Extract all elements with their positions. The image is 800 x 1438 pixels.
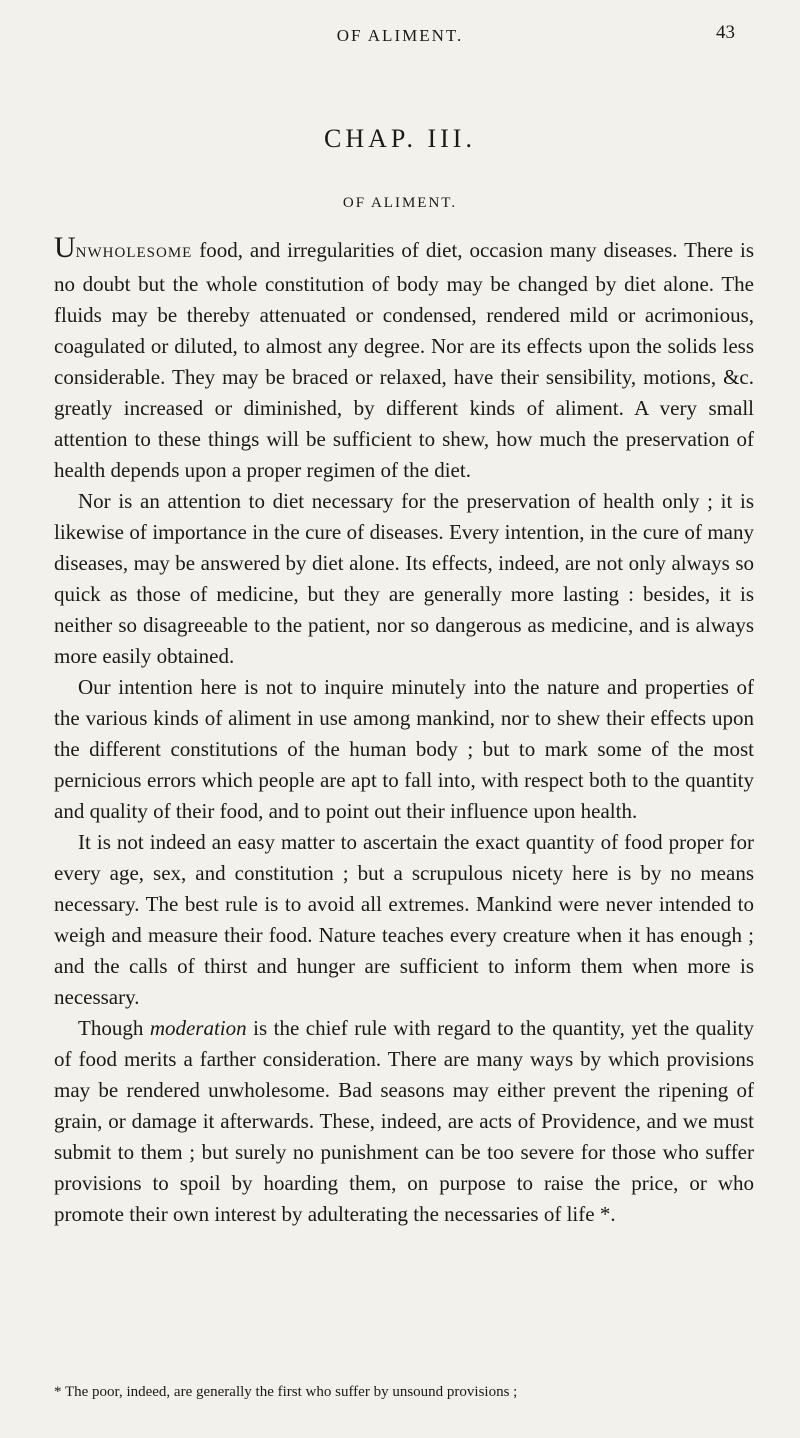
small-caps-lead: NWHOLESOME: [75, 245, 193, 261]
paragraph-5: [54, 1013, 754, 1230]
emphasis-moderation: moderation: [149, 1016, 247, 1040]
paragraph-1-text: food, and irregularities of diet, occasion many diseases. There is no doubt but the whole constitution of body may be changed by diet alone. The fluids may be thereby attenuated or condensed, rendered mild or acrimonious, coagulated or diluted, to almost any degree. Nor are its effects upon the solids less considerable. They may be braced or relaxed, have their sensibility, motions, &c. greatly increased or diminished, by different kinds of aliment. A very small attention to these things will be sufficient to shew, how much the preservation of health depends upon a proper regimen of the diet.: [54, 238, 754, 482]
paragraph-5-text-after: is the chief rule with regard to the quantity, yet the quality of food merits a farther consideration. There are many ways by which provisions may be rendered unwholesome. Bad seasons may either prevent the ripening of grain, or damage it afterwards. These, indeed, are acts of Providence, and we must submit to them ; but surely no punishment can be too severe for those who suffer provisions to spoil by hoarding them, on purpose to raise the price, or who promote their own interest by adulterating the necessaries of life *.: [54, 1016, 755, 1226]
paragraph-4: It is not indeed an easy matter to ascertain the exact quantity of food proper for every age, sex, and constitution ; but a scrupulous nicety here is by no means necessary. The best rule is to avoid all extremes. Mankind were never intended to weigh and measure their food. Nature teaches every creature when it has enough ; and the calls of thirst and hunger are sufficient to inform them when more is necessary.: [54, 830, 754, 1009]
chapter-subtitle: OF ALIMENT.: [342, 195, 458, 211]
paragraph-3: Our intention here is not to inquire minutely into the nature and properties of the various kinds of aliment in use among mankind, nor to shew their effects upon the different constitutions of the human body ; but to mark some of the most pernicious errors which people are apt to fall into, with respect both to the quantity and quality of their food, and to point out their influence upon health.: [54, 675, 754, 823]
page-number: 43: [716, 22, 735, 43]
paragraph-1: [54, 232, 754, 486]
paragraph-5-text-before: Though: [78, 1016, 150, 1040]
running-head: OF ALIMENT.: [336, 26, 464, 45]
drop-cap: U: [54, 231, 76, 264]
body-text: [54, 232, 754, 1230]
chapter-title: CHAP. III.: [324, 124, 476, 153]
paragraph-2: Nor is an attention to diet necessary for the preservation of health only ; it is likewise of importance in the cure of diseases. Every intention, in the cure of many diseases, may be answered by diet alone. Its effects, indeed, are not only always so quick as those of medicine, but they are generally more lasting : besides, it is neither so disagreeable to the patient, nor so dangerous as medicine, and is always more easily obtained.: [54, 489, 754, 668]
footnote: * The poor, indeed, are generally the first who suffer by unsound provisions ;: [54, 1384, 518, 1400]
